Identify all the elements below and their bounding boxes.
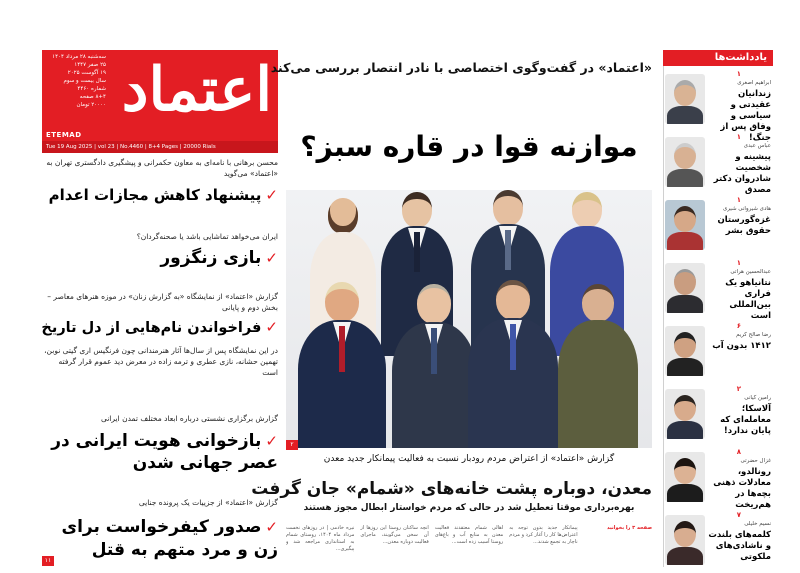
check-icon: ✓	[265, 186, 278, 204]
second-body-text	[286, 525, 652, 567]
left-column	[42, 157, 278, 567]
story-kicker: محسن برهانی با نامه‌ای به معاون حکمرانی و پیشگیری دادگستری تهران به «اعتماد» می‌گوید	[46, 158, 278, 178]
story-headline: ✓فراخواندن نام‌هایی از دل تاریخ	[41, 318, 278, 336]
notes-title: یادداشت‌ها	[663, 50, 773, 66]
second-kicker: گزارش «اعتماد» از اعتراض مردم رودبار نسبت به فعالیت پیمانکار جدید معدن	[323, 454, 615, 464]
person-photo	[298, 282, 386, 448]
left-story-4[interactable]	[42, 413, 278, 474]
masthead-meta	[46, 53, 106, 109]
note-item[interactable]: ۸ غزال حضرتی رونالدو، معادلات ذهنی بچه‌ها در هم‌ریخت	[663, 448, 771, 508]
author-photo	[665, 200, 705, 250]
check-icon: ✓	[265, 318, 278, 336]
story-kicker: ایران می‌خواهد تماشایی باشد یا صحنه‌گردان؟	[136, 232, 278, 241]
masthead-info-strip: Tue 19 Aug 2025 | vol 23 | No.4460 | 8+4 Pages | 20000 Rials	[42, 141, 278, 153]
author-photo	[665, 326, 705, 376]
check-icon: ✓	[265, 432, 278, 450]
person-photo	[558, 284, 638, 448]
second-story[interactable]	[251, 453, 652, 514]
left-story-1[interactable]	[42, 157, 278, 206]
note-item[interactable]: ۲ رامین کیانی آلاسکا؛ معامله‌ای که پایان ندارد!	[663, 385, 771, 445]
note-item[interactable]: ۱ هادی شیروانی شیری غزه‌گورستان حقوق بشر	[663, 196, 771, 256]
body-column: آنچه ساکنان روستا این روزها از آن سخن می‌گویند، ماجرای فعالیت دوباره معدن...	[360, 525, 429, 545]
note-item[interactable]: ۷ نسیم خلیلی کلمه‌های بلندت و ناشادی‌های ملکوتی	[663, 511, 771, 571]
continue-link[interactable]: صفحه ۳ را بخوانید	[606, 525, 653, 531]
story-headline: ✓پیشنهاد کاهش مجازات اعدام	[48, 186, 278, 204]
meta-price: ۲۰۰۰۰ تومان	[76, 102, 106, 108]
person-photo	[468, 280, 558, 448]
left-story-5[interactable]	[42, 497, 278, 562]
meta-date-hijri: ۲۵ صفر ۱۴۴۷	[74, 62, 106, 68]
second-headline: معدن، دوباره پشت خانه‌های «شمام» جان گرفت	[251, 479, 652, 499]
story-kicker: گزارش «اعتماد» از نمایشگاه «به گزارش زنان» در موزه هنرهای معاصر – بخش دوم و پایانی	[47, 292, 278, 312]
body-column: اهالی شمام معتقدند فعالیت معدن به منابع آب و باغ‌های روستا آسیب زده است...	[434, 525, 504, 545]
left-story-2[interactable]	[42, 231, 278, 269]
author-photo	[665, 389, 705, 439]
left-story-3[interactable]	[42, 291, 278, 378]
body-column: پیمانکار جدید بدون توجه به اعتراض‌ها کار را آغاز کرد و مردم ناچار به تجمع شدند...	[509, 525, 578, 545]
author-photo	[665, 74, 705, 124]
check-icon: ✓	[265, 249, 278, 267]
story-headline: ✓بازخوانی هویت ایرانی در عصر جهانی شدن	[51, 431, 278, 473]
story-body-text: در این نمایشگاه پس از سال‌ها آثار هنرمندانی چون فرنگیس اری گیتی نوبن، تهمین حشانه، نازی عطری و ترمه زاده در معرض دید عموم قرار گرفته است	[44, 346, 278, 377]
meta-pages: ۸+۴ صفحه	[79, 94, 106, 100]
meta-year: سال بیست و سوم	[63, 78, 106, 84]
story-kicker: گزارش «اعتماد» از جزییات یک پرونده جنایی	[138, 498, 278, 507]
page-number-badge: ۱۱	[42, 556, 54, 566]
author-photo	[665, 452, 705, 502]
meta-date-gregorian: ۱۹ آگوست ۲۰۲۵	[67, 70, 106, 76]
note-item[interactable]: ۶ رضا صالح کریم ۱۴۱۲ بدون آب	[663, 322, 771, 382]
lead-kicker: «اعتماد» در گفت‌وگوی اختصاصی با نادر انتصار بررسی می‌کند	[270, 60, 652, 75]
story-headline: ✓بازی زنگزور	[160, 248, 278, 268]
photo-page-badge: ۲	[286, 440, 298, 450]
meta-issue: شماره ۴۴۶۰	[77, 86, 106, 92]
note-item[interactable]: ۱ ابراهیم اصغری زندانیان عقیدتی و سیاسی و وفاق پس از جنگ!	[663, 70, 771, 130]
masthead	[42, 50, 278, 153]
note-item[interactable]: ۱ عبدالحسین هراتی نتانیاهو یک فراری بین‌المللی است	[663, 259, 771, 319]
story-headline: ✓صدور کیفرخواست برای زن و مرد متهم به قتل	[61, 517, 278, 560]
second-subhead: بهره‌برداری موقتا تعطیل شد در حالی که مردم خواستار ابطال مجوز هستند	[303, 503, 635, 513]
author-photo	[665, 137, 705, 187]
newspaper-latin-name: ETEMAD	[46, 131, 82, 139]
note-item[interactable]: ۱ عباس عبدی پیشینه و شخصیت شادروان دکتر مصدق	[663, 133, 771, 193]
author-photo	[665, 263, 705, 313]
notes-column	[663, 50, 773, 567]
author-photo	[665, 515, 705, 565]
person-photo	[392, 284, 476, 448]
lead-headline: موازنه قوا در قاره سبز؟	[300, 130, 638, 163]
newspaper-logo: اعتماد	[121, 55, 272, 125]
check-icon: ✓	[265, 518, 278, 536]
body-column: نیره خادمی | در روزهای نخست مرداد ماه ۱۴۰۴، روستای شمام به استانداری مراجعه شد و پیگیری...	[286, 525, 355, 552]
story-kicker: گزارش برگزاری نشستی درباره ابعاد مختلف تمدن ایرانی	[100, 414, 278, 423]
lead-photo-leaders	[286, 190, 652, 448]
meta-date-persian: سه‌شنبه ۲۸ مرداد ۱۴۰۴	[52, 54, 106, 60]
